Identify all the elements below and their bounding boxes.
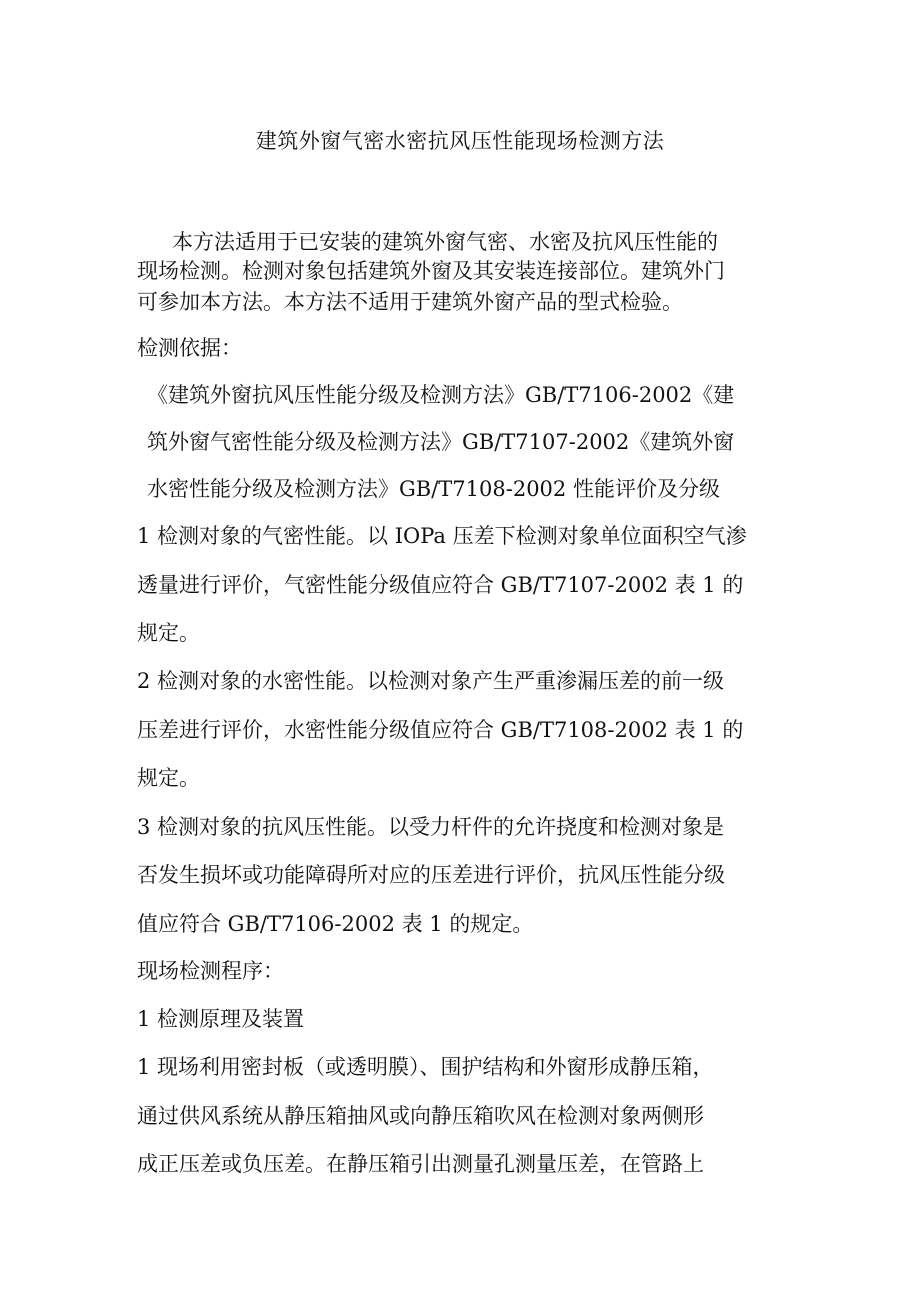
section-heading: 1 检测原理及装置: [137, 1007, 305, 1031]
paragraph-line: 成正压差或负压差。在静压箱引出测量孔测量压差，在管路上: [137, 1152, 704, 1176]
paragraph-line: 透量进行评价，气密性能分级值应符合 GB/T7107-2002 表 1 的: [137, 573, 744, 597]
paragraph-line: 可参加本方法。本方法不适用于建筑外窗产品的型式检验。: [137, 290, 683, 314]
paragraph-line: 本方法适用于已安装的建筑外窗气密、水密及抗风压性能的: [172, 230, 718, 254]
paragraph-line: 3 检测对象的抗风压性能。以受力杆件的允许挠度和检测对象是: [137, 815, 725, 839]
reference-line: 水密性能分级及检测方法》GB/T7108-2002 性能评价及分级: [147, 477, 720, 501]
section-heading: 检测依据：: [137, 336, 242, 360]
paragraph-line: 压差进行评价，水密性能分级值应符合 GB/T7108-2002 表 1 的: [137, 718, 744, 742]
paragraph-line: 否发生损坏或功能障碍所对应的压差进行评价，抗风压性能分级: [137, 863, 725, 887]
paragraph-line: 规定。: [137, 621, 200, 645]
paragraph-line: 规定。: [137, 766, 200, 790]
section-heading: 现场检测程序：: [137, 959, 284, 983]
paragraph-line: 现场检测。检测对象包括建筑外窗及其安装连接部位。建筑外门: [137, 259, 725, 283]
paragraph-line: 1 检测对象的气密性能。以 IOPa 压差下检测对象单位面积空气渗: [137, 524, 747, 548]
reference-line: 《建筑外窗抗风压性能分级及检测方法》GB/T7106-2002《建: [147, 383, 735, 407]
paragraph-line: 2 检测对象的水密性能。以检测对象产生严重渗漏压差的前一级: [137, 669, 725, 693]
reference-line: 筑外窗气密性能分级及检测方法》GB/T7107-2002《建筑外窗: [147, 430, 735, 454]
paragraph-line: 1 现场利用密封板（或透明膜）、围护结构和外窗形成静压箱，: [137, 1055, 714, 1079]
paragraph-line: 通过供风系统从静压箱抽风或向静压箱吹风在检测对象两侧形: [137, 1104, 704, 1128]
paragraph-line: 值应符合 GB/T7106-2002 表 1 的规定。: [137, 912, 534, 936]
document-title: 建筑外窗气密水密抗风压性能现场检测方法: [255, 129, 665, 153]
